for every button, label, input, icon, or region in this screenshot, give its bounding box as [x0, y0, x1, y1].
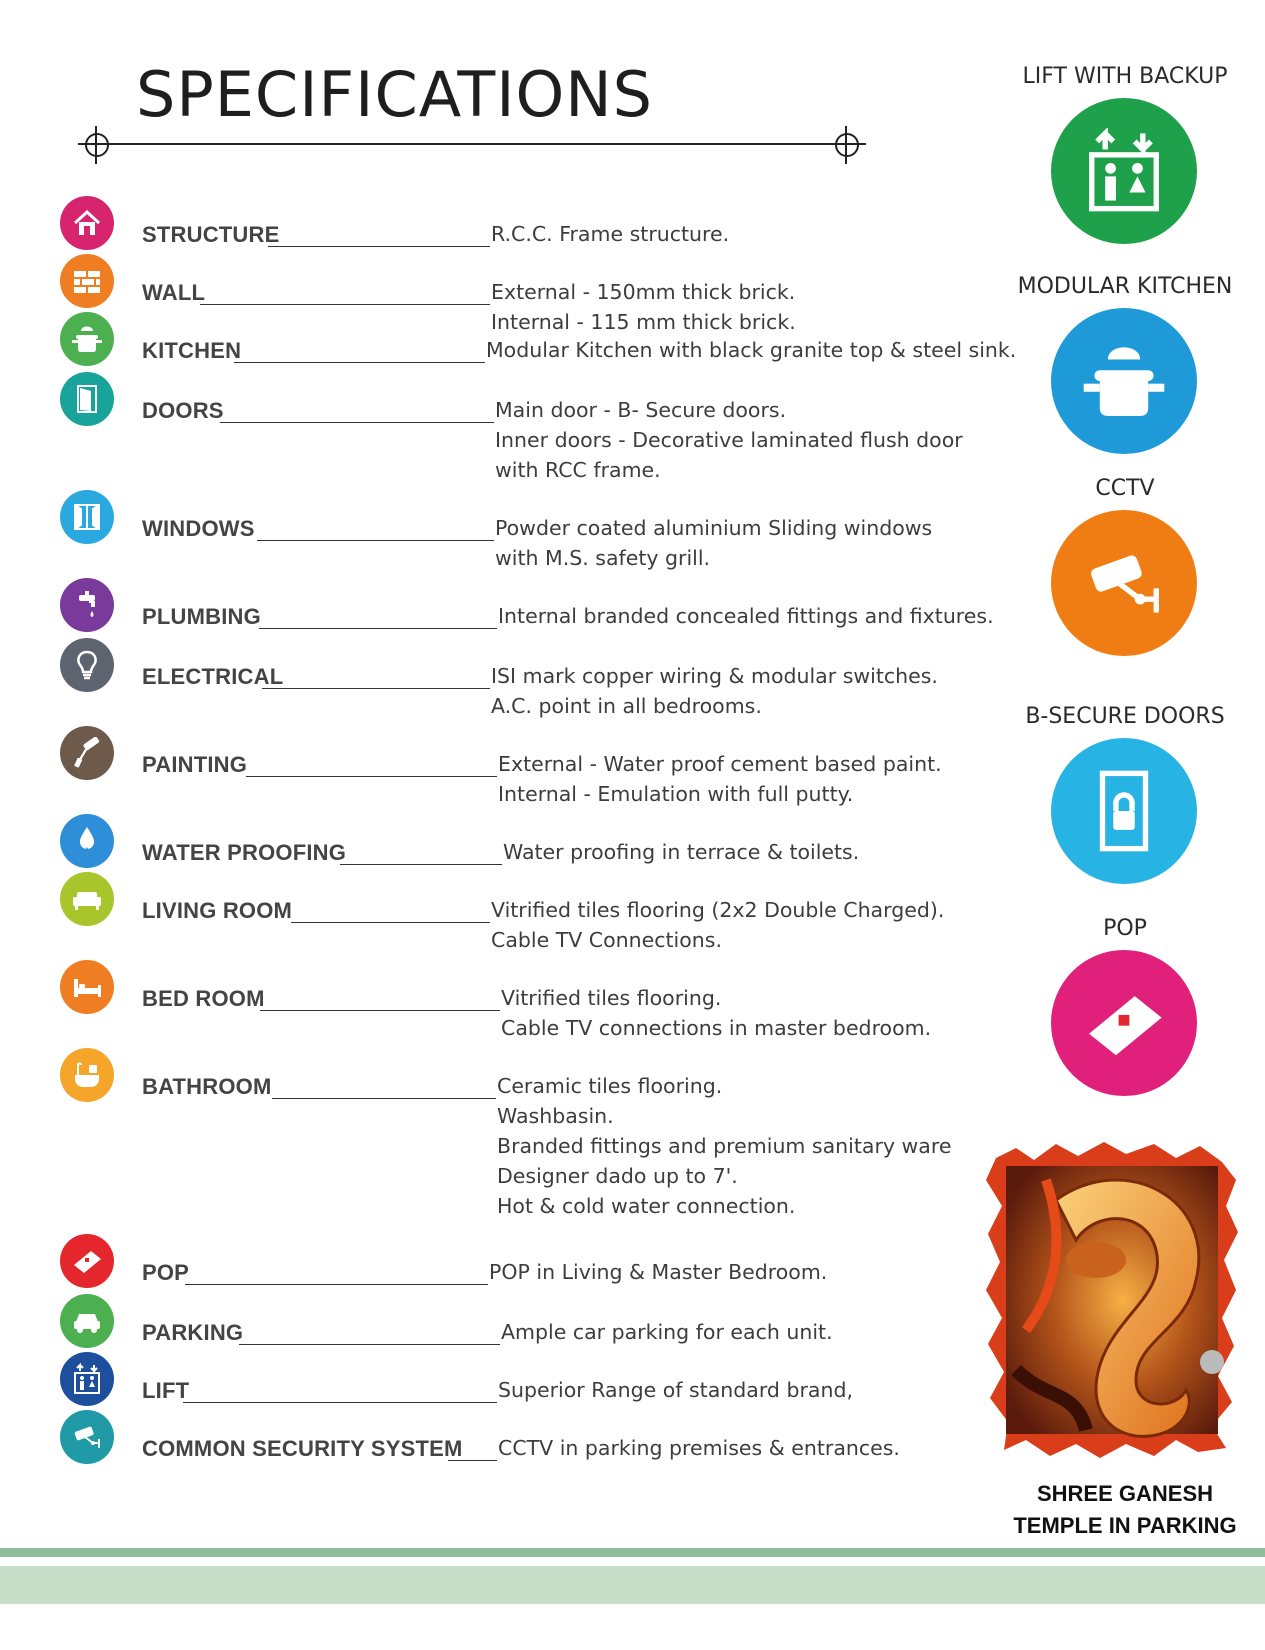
spec-description-line: Internal - Emulation with full putty. — [498, 782, 854, 806]
spec-label: PLUMBING — [142, 604, 261, 629]
leader-line — [185, 1284, 488, 1285]
leader-line — [257, 540, 494, 541]
feature-label: POP — [1103, 916, 1147, 941]
spec-description — [501, 1317, 833, 1347]
spec-description-line: Powder coated aluminium Sliding windows — [495, 516, 933, 540]
spec-description-line: CCTV in parking premises & entrances. — [498, 1436, 900, 1460]
spec-description-line: A.C. point in all bedrooms. — [491, 694, 762, 718]
spec-label: COMMON SECURITY SYSTEM — [142, 1436, 463, 1461]
spec-description-line: with RCC frame. — [495, 458, 661, 482]
leader-line — [259, 628, 497, 629]
leader-line — [268, 246, 490, 247]
water-drop-icon — [60, 814, 114, 868]
car-icon — [60, 1294, 114, 1348]
spec-label: BATHROOM — [142, 1074, 272, 1099]
elevator-icon — [60, 1352, 114, 1406]
spec-description — [495, 513, 932, 573]
spec-description — [491, 277, 796, 337]
spec-label: LIVING ROOM — [142, 898, 293, 923]
feature-label: LIFT WITH BACKUP — [1022, 64, 1228, 89]
spec-description — [503, 837, 859, 867]
spec-description — [491, 661, 938, 721]
spec-label: LIFT — [142, 1378, 190, 1403]
spec-label: BED ROOM — [142, 986, 265, 1011]
spec-description-line: Internal branded concealed fittings and fixtures. — [498, 604, 994, 628]
leader-line — [272, 1098, 496, 1099]
leader-line — [246, 776, 497, 777]
spec-label: WATER PROOFING — [142, 840, 347, 865]
leader-line — [260, 1010, 500, 1011]
footer-band-dark — [0, 1548, 1265, 1557]
leader-line — [200, 304, 490, 305]
spec-label: POP — [142, 1260, 190, 1285]
spec-description-line: Inner doors - Decorative laminated flush door — [495, 428, 963, 452]
ceiling-panel-icon — [60, 1234, 114, 1288]
spec-label: ELECTRICAL — [142, 664, 284, 689]
spec-label: PARKING — [142, 1320, 244, 1345]
page-title: SPECIFICATIONS — [136, 58, 654, 131]
spec-description — [491, 895, 944, 955]
spec-description — [498, 1375, 853, 1405]
paint-roller-icon — [60, 726, 114, 780]
security-camera-icon — [1051, 510, 1197, 656]
spec-description — [495, 395, 963, 485]
spec-description-line: Ample car parking for each unit. — [501, 1320, 833, 1344]
spec-description-line: Superior Range of standard brand, — [498, 1378, 853, 1402]
spec-description-line: Hot & cold water connection. — [497, 1194, 796, 1218]
bathtub-icon — [60, 1048, 114, 1102]
feature-label: CCTV — [1095, 476, 1155, 501]
spec-description — [498, 601, 994, 631]
spec-description-line: Cable TV Connections. — [491, 928, 722, 952]
spec-description — [501, 983, 931, 1043]
spec-description-line: Vitrified tiles flooring (2x2 Double Charged). — [491, 898, 945, 922]
ganesh-artwork-icon — [986, 1140, 1238, 1460]
spec-label: PAINTING — [142, 752, 248, 777]
crosshair-right-icon — [832, 130, 862, 160]
spec-label: WALL — [142, 280, 206, 305]
spec-description-line: ISI mark copper wiring & modular switches. — [491, 664, 938, 688]
spec-description-line: Internal - 115 mm thick brick. — [491, 310, 796, 334]
spec-description-line: R.C.C. Frame structure. — [491, 222, 730, 246]
spec-description — [498, 749, 942, 809]
spec-description-line: Cable TV connections in master bedroom. — [501, 1016, 932, 1040]
spec-description-line: Ceramic tiles flooring. — [497, 1074, 723, 1098]
spec-label: WINDOWS — [142, 516, 255, 541]
spec-description-line: Main door - B- Secure doors. — [495, 398, 787, 422]
brick-wall-icon — [60, 254, 114, 308]
spec-description — [498, 1433, 900, 1463]
title-rule — [96, 143, 852, 145]
leader-line — [220, 422, 494, 423]
spec-description — [489, 1257, 827, 1287]
spec-label: STRUCTURE — [142, 222, 280, 247]
window-icon — [60, 490, 114, 544]
spec-description-line: POP in Living & Master Bedroom. — [489, 1260, 828, 1284]
leader-line — [234, 362, 485, 363]
bed-icon — [60, 960, 114, 1014]
leader-line — [262, 688, 490, 689]
lightbulb-icon — [60, 638, 114, 692]
spec-description — [486, 335, 1016, 365]
spec-label: DOORS — [142, 398, 224, 423]
temple-caption-line1: SHREE GANESH — [1036, 1481, 1214, 1506]
spec-description — [491, 219, 729, 249]
door-icon — [60, 372, 114, 426]
security-camera-icon — [60, 1410, 114, 1464]
spec-description-line: with M.S. safety grill. — [495, 546, 711, 570]
elevator-icon — [1051, 98, 1197, 244]
faucet-icon — [60, 578, 114, 632]
spec-description-line: Modular Kitchen with black granite top & steel sink. — [486, 338, 1017, 362]
leader-line — [340, 864, 502, 865]
spec-label: KITCHEN — [142, 338, 242, 363]
locked-door-icon — [1051, 738, 1197, 884]
leader-line — [183, 1402, 497, 1403]
feature-label: B-SECURE DOORS — [1025, 704, 1225, 729]
cooking-pot-icon — [1051, 308, 1197, 454]
spec-description-line: Washbasin. — [497, 1104, 614, 1128]
feature-label: MODULAR KITCHEN — [1017, 274, 1233, 299]
ceiling-panel-icon — [1051, 950, 1197, 1096]
temple-caption-line2: TEMPLE IN PARKING — [1013, 1513, 1237, 1538]
sofa-icon — [60, 872, 114, 926]
leader-line — [448, 1460, 497, 1461]
spec-description-line: Designer dado up to 7'. — [497, 1164, 738, 1188]
spec-description-line: Vitrified tiles flooring. — [501, 986, 722, 1010]
leader-line — [291, 922, 490, 923]
spec-description — [497, 1071, 951, 1221]
cooking-pot-icon — [60, 312, 114, 366]
footer-band-light — [0, 1566, 1265, 1604]
leader-line — [239, 1344, 500, 1345]
spec-description-line: Water proofing in terrace & toilets. — [503, 840, 860, 864]
spec-description-line: Branded fittings and premium sanitary ware — [497, 1134, 952, 1158]
temple-caption — [990, 1478, 1260, 1542]
crosshair-left-icon — [82, 130, 112, 160]
spec-description-line: External - Water proof cement based paint. — [498, 752, 942, 776]
house-icon — [60, 196, 114, 250]
spec-description-line: External - 150mm thick brick. — [491, 280, 796, 304]
